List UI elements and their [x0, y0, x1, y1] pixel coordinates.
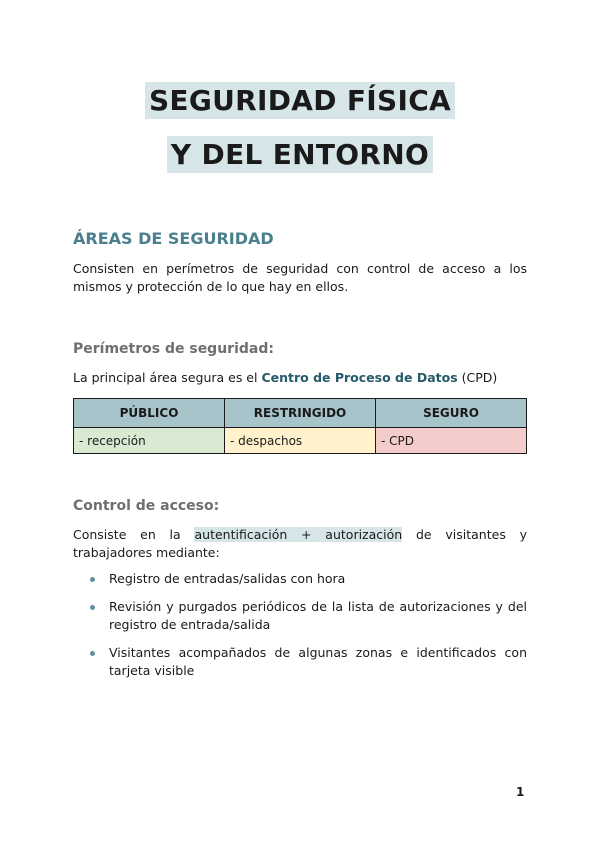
cpd-highlight: Centro de Proceso de Datos — [261, 370, 458, 385]
header-publico: PÚBLICO — [74, 399, 225, 428]
section-intro: Consisten en perímetros de seguridad con control de acceso a los mismos y protección de lo que hay en ellos. — [73, 261, 527, 294]
section-title: ÁREAS DE SEGURIDAD — [73, 229, 274, 248]
cell-seguro: - CPD — [376, 428, 527, 454]
document-title-line-2: Y DEL ENTORNO — [0, 138, 600, 171]
perimeter-table — [73, 398, 527, 454]
bullet-dot-icon — [90, 651, 95, 656]
page-number: 1 — [516, 785, 525, 799]
table-header-row — [74, 399, 527, 428]
cell-restringido: - despachos — [225, 428, 376, 454]
header-restringido: RESTRINGIDO — [225, 399, 376, 428]
control-bullet-list — [73, 570, 527, 690]
cell-publico: - recepción — [74, 428, 225, 454]
header-seguro: SEGURO — [376, 399, 527, 428]
perimetros-title: Perímetros de seguridad: — [73, 341, 274, 357]
list-item: Visitantes acompañados de algunas zonas e identificados con tarjeta visible — [73, 644, 527, 680]
perimetros-text: La principal área segura es el Centro de Proceso de Datos (CPD) — [73, 370, 498, 385]
document-title-line-1: SEGURIDAD FÍSICA — [0, 84, 600, 117]
bullet-dot-icon — [90, 605, 95, 610]
table-row — [74, 428, 527, 454]
control-title: Control de acceso: — [73, 498, 220, 514]
list-item: Registro de entradas/salidas con hora — [73, 570, 527, 588]
list-item: Revisión y purgados periódicos de la lista de autorizaciones y del registro de entrada/salida — [73, 598, 527, 634]
control-text: Consiste en la autentificación + autorización de visitantes y trabajadores mediante: — [73, 527, 528, 560]
bullet-dot-icon — [90, 577, 95, 582]
auth-highlight: autentificación + autorización — [194, 527, 403, 542]
